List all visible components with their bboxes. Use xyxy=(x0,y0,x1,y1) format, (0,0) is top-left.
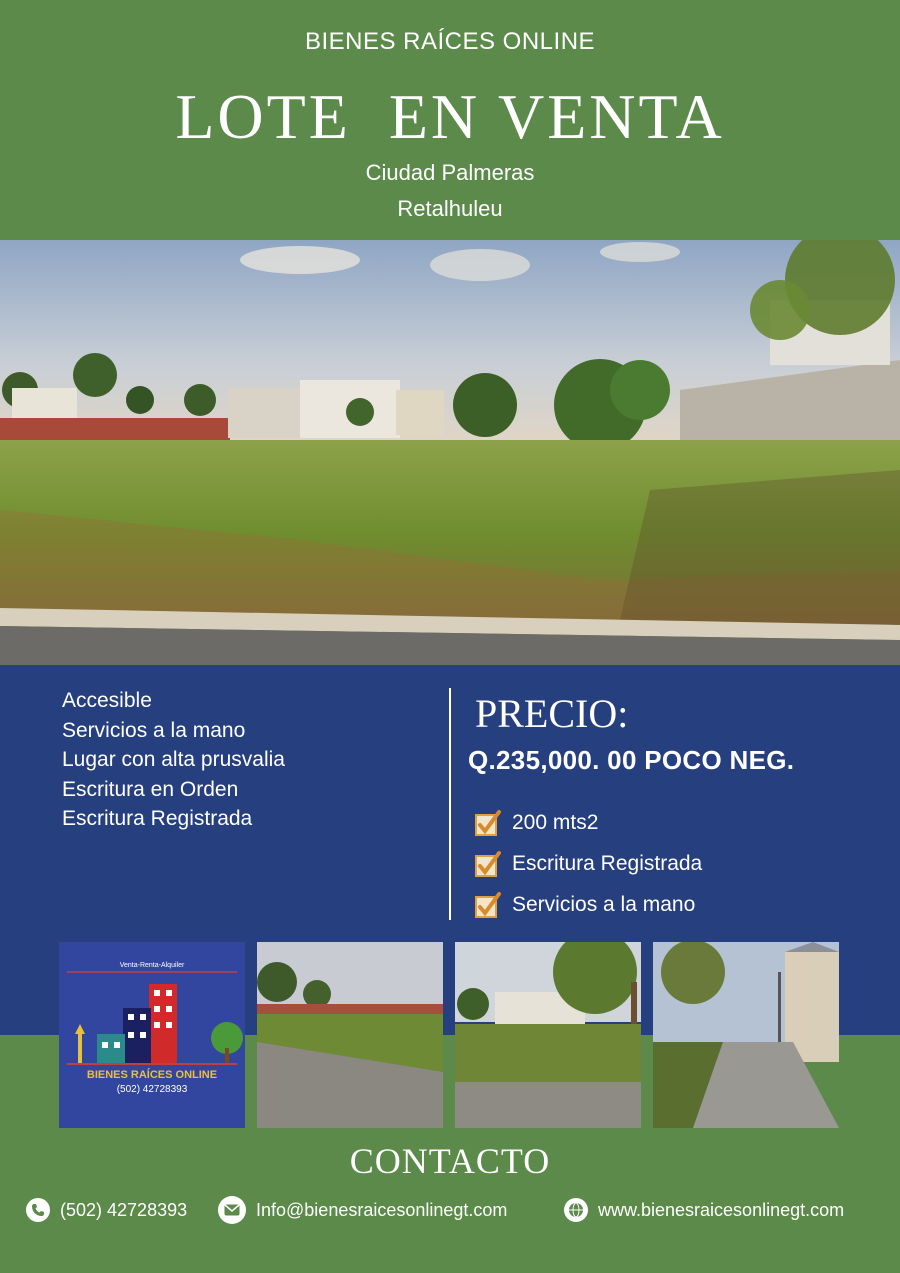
checklist-label: Escritura Registrada xyxy=(512,851,703,875)
features-list xyxy=(62,686,285,834)
logo-tagline: Venta-Renta-Alquiler xyxy=(119,962,185,969)
logo-phone: (502) 42728393 xyxy=(116,1084,188,1095)
feature-item: Servicios a la mano xyxy=(62,718,246,742)
globe-icon xyxy=(564,1198,588,1222)
checkbox-icon xyxy=(474,809,502,837)
checklist-item xyxy=(474,802,702,843)
contact-phone[interactable] xyxy=(26,1196,187,1224)
location-city: Ciudad Palmeras xyxy=(365,160,535,185)
logo-thumbnail xyxy=(59,942,245,1128)
contact-email[interactable] xyxy=(218,1196,507,1224)
lot-photo-thumbnail-1 xyxy=(257,942,443,1128)
contact-phone-text[interactable]: (502) 42728393 xyxy=(60,1199,188,1220)
location-department: Retalhuleu xyxy=(397,196,503,221)
checklist-item xyxy=(474,884,702,925)
checklist xyxy=(474,802,702,925)
brand-name: BIENES RAÍCES ONLINE xyxy=(304,28,596,55)
checkbox-icon xyxy=(474,850,502,878)
contact-title: CONTACTO xyxy=(349,1141,551,1181)
checklist-label: Servicios a la mano xyxy=(512,892,696,916)
phone-icon xyxy=(26,1198,50,1222)
header-section xyxy=(0,0,900,240)
contact-email-text[interactable]: Info@bienesraicesonlinegt.com xyxy=(256,1199,508,1220)
price-label: PRECIO: xyxy=(475,691,629,736)
checkbox-icon xyxy=(474,891,502,919)
lot-photo-thumbnail-3 xyxy=(653,942,839,1128)
checklist-label: 200 mts2 xyxy=(512,810,599,834)
feature-item: Accesible xyxy=(62,689,152,712)
contact-website-text[interactable]: www.bienesraicesonlinegt.com xyxy=(598,1199,845,1220)
price-value: Q.235,000. 00 POCO NEG. xyxy=(468,745,795,775)
lot-photo-thumbnail-2 xyxy=(455,942,641,1128)
hero-lot-photo xyxy=(0,240,900,665)
feature-item: Escritura Registrada xyxy=(62,807,253,830)
logo-name: BIENES RAÍCES ONLINE xyxy=(86,1069,218,1081)
page-title: LOTE EN VENTA xyxy=(175,81,725,152)
contact-website[interactable] xyxy=(564,1196,844,1224)
vertical-divider xyxy=(449,688,451,920)
checklist-item xyxy=(474,843,702,884)
mail-icon xyxy=(218,1196,246,1224)
feature-item: Lugar con alta prusvalia xyxy=(62,748,285,771)
feature-item: Escritura en Orden xyxy=(62,777,239,801)
